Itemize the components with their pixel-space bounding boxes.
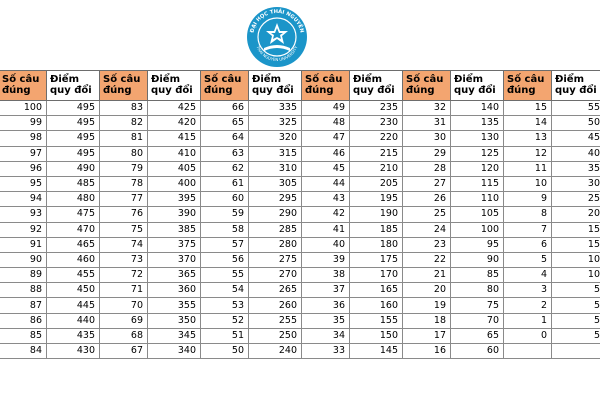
university-logo (246, 6, 308, 68)
converted-score-cell: 235 (350, 101, 403, 116)
correct-answers-cell: 53 (201, 298, 249, 313)
table-row (0, 252, 600, 267)
converted-score-cell: 155 (350, 313, 403, 328)
table-row (0, 283, 600, 298)
converted-score-cell: 280 (249, 237, 302, 252)
correct-answers-cell: 10 (504, 176, 552, 191)
converted-score-cell: 150 (350, 328, 403, 343)
converted-score-cell: 95 (451, 237, 504, 252)
correct-answers-cell: 37 (302, 283, 350, 298)
correct-answers-cell: 98 (0, 131, 47, 146)
table-row (0, 237, 600, 252)
converted-score-cell: 205 (350, 176, 403, 191)
correct-answers-cell: 54 (201, 283, 249, 298)
header-correct-answers: Số câu đúng (504, 71, 552, 101)
correct-answers-cell: 1 (504, 313, 552, 328)
correct-answers-cell: 84 (0, 344, 47, 359)
correct-answers-cell: 45 (302, 161, 350, 176)
converted-score-cell: 355 (148, 298, 201, 313)
correct-answers-cell: 22 (403, 252, 451, 267)
header-correct-answers: Số câu đúng (0, 71, 47, 101)
correct-answers-cell: 29 (403, 146, 451, 161)
converted-score-cell: 110 (451, 192, 504, 207)
converted-score-cell: 260 (249, 298, 302, 313)
correct-answers-cell: 100 (0, 101, 47, 116)
converted-score-cell: 100 (451, 222, 504, 237)
correct-answers-cell: 70 (100, 298, 148, 313)
table-row (0, 328, 600, 343)
correct-answers-cell: 68 (100, 328, 148, 343)
correct-answers-cell: 39 (302, 252, 350, 267)
table-row (0, 146, 600, 161)
converted-score-cell: 410 (148, 146, 201, 161)
header-converted-score: Điểm quy đổi (148, 71, 201, 101)
correct-answers-cell: 13 (504, 131, 552, 146)
correct-answers-cell: 42 (302, 207, 350, 222)
converted-score-cell: 375 (148, 237, 201, 252)
table-row (0, 131, 600, 146)
correct-answers-cell: 43 (302, 192, 350, 207)
converted-score-cell: 395 (148, 192, 201, 207)
correct-answers-cell: 95 (0, 176, 47, 191)
correct-answers-cell: 73 (100, 252, 148, 267)
converted-score-cell: 455 (47, 268, 100, 283)
converted-score-cell: 220 (350, 131, 403, 146)
converted-score-cell: 285 (249, 222, 302, 237)
correct-answers-cell: 24 (403, 222, 451, 237)
correct-answers-cell: 62 (201, 161, 249, 176)
table-row (0, 222, 600, 237)
header-converted-score: Điểm quy đổi (47, 71, 100, 101)
score-conversion-table-container (0, 70, 600, 359)
converted-score-cell: 460 (47, 252, 100, 267)
correct-answers-cell: 85 (0, 328, 47, 343)
converted-score-cell: 495 (47, 131, 100, 146)
converted-score-cell: 325 (249, 116, 302, 131)
correct-answers-cell: 38 (302, 268, 350, 283)
correct-answers-cell: 61 (201, 176, 249, 191)
converted-score-cell: 275 (249, 252, 302, 267)
converted-score-cell: 440 (47, 313, 100, 328)
correct-answers-cell: 3 (504, 283, 552, 298)
correct-answers-cell: 47 (302, 131, 350, 146)
correct-answers-cell: 90 (0, 252, 47, 267)
table-row (0, 176, 600, 191)
correct-answers-cell: 63 (201, 146, 249, 161)
converted-score-cell: 335 (249, 101, 302, 116)
correct-answers-cell: 76 (100, 207, 148, 222)
correct-answers-cell: 89 (0, 268, 47, 283)
correct-answers-cell: 21 (403, 268, 451, 283)
converted-score-cell: 495 (47, 101, 100, 116)
converted-score-cell: 295 (249, 192, 302, 207)
converted-score-cell: 270 (249, 268, 302, 283)
university-seal-icon (246, 6, 308, 68)
correct-answers-cell: 48 (302, 116, 350, 131)
converted-score-cell: 165 (350, 283, 403, 298)
converted-score-cell: 70 (451, 313, 504, 328)
correct-answers-cell: 14 (504, 116, 552, 131)
correct-answers-cell: 35 (302, 313, 350, 328)
correct-answers-cell: 71 (100, 283, 148, 298)
correct-answers-cell: 31 (403, 116, 451, 131)
converted-score-cell: 450 (47, 283, 100, 298)
correct-answers-cell: 0 (504, 328, 552, 343)
correct-answers-cell: 75 (100, 222, 148, 237)
correct-answers-cell: 65 (201, 116, 249, 131)
converted-score-cell: 445 (47, 298, 100, 313)
correct-answers-cell: 56 (201, 252, 249, 267)
correct-answers-cell: 49 (302, 101, 350, 116)
header-converted-score: Điểm quy đổi (552, 71, 600, 101)
converted-score-cell: 35 (552, 161, 600, 176)
converted-score-cell: 15 (552, 222, 600, 237)
correct-answers-cell: 7 (504, 222, 552, 237)
correct-answers-cell: 97 (0, 146, 47, 161)
table-header-row (0, 71, 600, 101)
correct-answers-cell: 30 (403, 131, 451, 146)
table-row (0, 207, 600, 222)
converted-score-cell: 345 (148, 328, 201, 343)
converted-score-cell: 20 (552, 207, 600, 222)
converted-score-cell: 65 (451, 328, 504, 343)
converted-score-cell: 310 (249, 161, 302, 176)
converted-score-cell: 170 (350, 268, 403, 283)
correct-answers-cell: 78 (100, 176, 148, 191)
table-row (0, 313, 600, 328)
converted-score-cell: 120 (451, 161, 504, 176)
correct-answers-cell: 5 (504, 252, 552, 267)
correct-answers-cell: 57 (201, 237, 249, 252)
converted-score-cell: 75 (451, 298, 504, 313)
correct-answers-cell: 40 (302, 237, 350, 252)
correct-answers-cell: 4 (504, 268, 552, 283)
converted-score-cell: 465 (47, 237, 100, 252)
svg-text:THAI NGUYEN UNIVERSITY: THAI NGUYEN UNIVERSITY (255, 45, 299, 63)
correct-answers-cell: 9 (504, 192, 552, 207)
converted-score-cell: 385 (148, 222, 201, 237)
correct-answers-cell: 88 (0, 283, 47, 298)
converted-score-cell: 85 (451, 268, 504, 283)
header-converted-score: Điểm quy đổi (451, 71, 504, 101)
converted-score-cell: 60 (451, 344, 504, 359)
table-row (0, 298, 600, 313)
correct-answers-cell: 50 (201, 344, 249, 359)
converted-score-cell: 370 (148, 252, 201, 267)
table-row (0, 344, 600, 359)
correct-answers-cell: 86 (0, 313, 47, 328)
header-correct-answers: Số câu đúng (100, 71, 148, 101)
converted-score-cell: 360 (148, 283, 201, 298)
correct-answers-cell: 51 (201, 328, 249, 343)
correct-answers-cell: 8 (504, 207, 552, 222)
converted-score-cell: 105 (451, 207, 504, 222)
converted-score-cell: 80 (451, 283, 504, 298)
correct-answers-cell: 18 (403, 313, 451, 328)
correct-answers-cell: 52 (201, 313, 249, 328)
converted-score-cell: 190 (350, 207, 403, 222)
correct-answers-cell: 27 (403, 176, 451, 191)
converted-score-cell: 140 (451, 101, 504, 116)
converted-score-cell: 400 (148, 176, 201, 191)
converted-score-cell: 90 (451, 252, 504, 267)
converted-score-cell: 10 (552, 252, 600, 267)
converted-score-cell: 495 (47, 146, 100, 161)
converted-score-cell: 195 (350, 192, 403, 207)
correct-answers-cell: 32 (403, 101, 451, 116)
converted-score-cell: 5 (552, 298, 600, 313)
correct-answers-cell: 23 (403, 237, 451, 252)
converted-score-cell: 305 (249, 176, 302, 191)
header-correct-answers: Số câu đúng (302, 71, 350, 101)
correct-answers-cell: 36 (302, 298, 350, 313)
correct-answers-cell: 92 (0, 222, 47, 237)
converted-score-cell: 420 (148, 116, 201, 131)
correct-answers-cell: 67 (100, 344, 148, 359)
correct-answers-cell: 82 (100, 116, 148, 131)
converted-score-cell: 230 (350, 116, 403, 131)
correct-answers-cell: 79 (100, 161, 148, 176)
converted-score-cell: 390 (148, 207, 201, 222)
correct-answers-cell: 25 (403, 207, 451, 222)
correct-answers-cell: 59 (201, 207, 249, 222)
correct-answers-cell: 69 (100, 313, 148, 328)
correct-answers-cell: 11 (504, 161, 552, 176)
correct-answers-cell: 20 (403, 283, 451, 298)
correct-answers-cell: 26 (403, 192, 451, 207)
correct-answers-cell: 94 (0, 192, 47, 207)
table-body (0, 101, 600, 359)
converted-score-cell: 365 (148, 268, 201, 283)
correct-answers-cell: 55 (201, 268, 249, 283)
correct-answers-cell: 58 (201, 222, 249, 237)
correct-answers-cell: 12 (504, 146, 552, 161)
header-correct-answers: Số câu đúng (403, 71, 451, 101)
correct-answers-cell: 60 (201, 192, 249, 207)
converted-score-cell: 125 (451, 146, 504, 161)
converted-score-cell: 160 (350, 298, 403, 313)
header-converted-score: Điểm quy đổi (249, 71, 302, 101)
converted-score-cell: 25 (552, 192, 600, 207)
converted-score-cell: 480 (47, 192, 100, 207)
correct-answers-cell: 17 (403, 328, 451, 343)
converted-score-cell: 475 (47, 207, 100, 222)
correct-answers-cell: 93 (0, 207, 47, 222)
correct-answers-cell: 83 (100, 101, 148, 116)
correct-answers-cell: 2 (504, 298, 552, 313)
converted-score-cell: 50 (552, 116, 600, 131)
header-converted-score: Điểm quy đổi (350, 71, 403, 101)
converted-score-cell: 340 (148, 344, 201, 359)
converted-score-cell: 315 (249, 146, 302, 161)
converted-score-cell: 250 (249, 328, 302, 343)
converted-score-cell: 265 (249, 283, 302, 298)
correct-answers-cell: 77 (100, 192, 148, 207)
table-row (0, 161, 600, 176)
converted-score-cell: 10 (552, 268, 600, 283)
correct-answers-cell: 16 (403, 344, 451, 359)
converted-score-cell: 430 (47, 344, 100, 359)
converted-score-cell: 350 (148, 313, 201, 328)
correct-answers-cell: 33 (302, 344, 350, 359)
table-row (0, 192, 600, 207)
converted-score-cell: 5 (552, 328, 600, 343)
converted-score-cell: 15 (552, 237, 600, 252)
svg-text:ĐẠI HỌC THÁI NGUYÊN: ĐẠI HỌC THÁI NGUYÊN (249, 8, 305, 34)
converted-score-cell: 490 (47, 161, 100, 176)
correct-answers-cell: 64 (201, 131, 249, 146)
correct-answers-cell: 6 (504, 237, 552, 252)
converted-score-cell: 175 (350, 252, 403, 267)
correct-answers-cell: 19 (403, 298, 451, 313)
converted-score-cell: 255 (249, 313, 302, 328)
converted-score-cell: 215 (350, 146, 403, 161)
correct-answers-cell: 99 (0, 116, 47, 131)
correct-answers-cell: 46 (302, 146, 350, 161)
converted-score-cell: 45 (552, 131, 600, 146)
correct-answers-cell: 15 (504, 101, 552, 116)
converted-score-cell: 145 (350, 344, 403, 359)
converted-score-cell: 210 (350, 161, 403, 176)
converted-score-cell: 495 (47, 116, 100, 131)
converted-score-cell: 5 (552, 283, 600, 298)
converted-score-cell: 405 (148, 161, 201, 176)
score-conversion-table (0, 70, 600, 359)
converted-score-cell: 185 (350, 222, 403, 237)
correct-answers-cell: 87 (0, 298, 47, 313)
converted-score-cell: 290 (249, 207, 302, 222)
converted-score-cell: 55 (552, 101, 600, 116)
converted-score-cell: 485 (47, 176, 100, 191)
converted-score-cell: 415 (148, 131, 201, 146)
correct-answers-cell: 91 (0, 237, 47, 252)
converted-score-cell: 135 (451, 116, 504, 131)
converted-score-cell: 40 (552, 146, 600, 161)
converted-score-cell: 130 (451, 131, 504, 146)
converted-score-cell: 320 (249, 131, 302, 146)
converted-score-cell: 470 (47, 222, 100, 237)
correct-answers-cell: 41 (302, 222, 350, 237)
converted-score-cell: 425 (148, 101, 201, 116)
correct-answers-cell: 81 (100, 131, 148, 146)
table-row (0, 268, 600, 283)
converted-score-cell: 240 (249, 344, 302, 359)
correct-answers-cell: 28 (403, 161, 451, 176)
table-row (0, 101, 600, 116)
correct-answers-cell (504, 344, 552, 359)
converted-score-cell: 435 (47, 328, 100, 343)
correct-answers-cell: 66 (201, 101, 249, 116)
table-row (0, 116, 600, 131)
correct-answers-cell: 74 (100, 237, 148, 252)
correct-answers-cell: 44 (302, 176, 350, 191)
correct-answers-cell: 72 (100, 268, 148, 283)
converted-score-cell: 5 (552, 313, 600, 328)
correct-answers-cell: 96 (0, 161, 47, 176)
converted-score-cell (552, 344, 600, 359)
header-correct-answers: Số câu đúng (201, 71, 249, 101)
correct-answers-cell: 34 (302, 328, 350, 343)
converted-score-cell: 30 (552, 176, 600, 191)
correct-answers-cell: 80 (100, 146, 148, 161)
converted-score-cell: 180 (350, 237, 403, 252)
converted-score-cell: 115 (451, 176, 504, 191)
